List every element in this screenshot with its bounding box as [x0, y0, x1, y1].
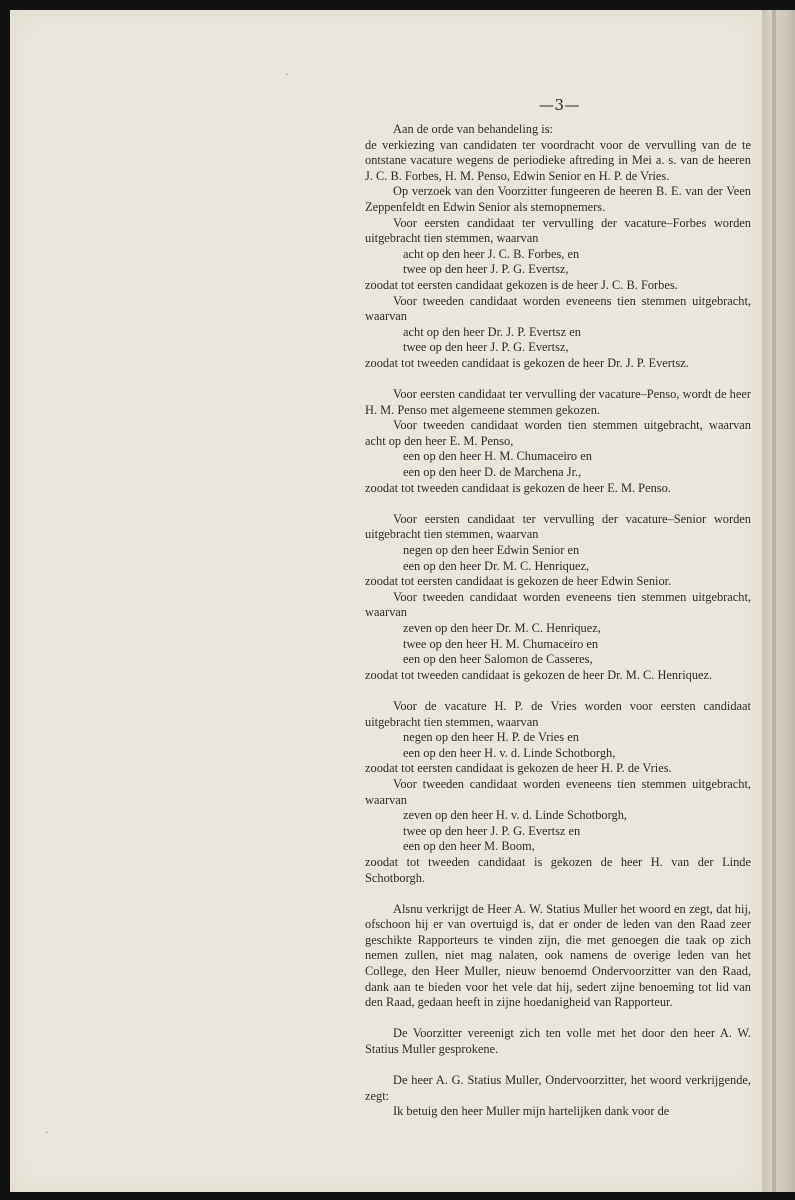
paragraph: negen op den heer H. P. de Vries en: [403, 730, 579, 745]
paragraph: acht op den heer Dr. J. P. Evertsz en: [403, 324, 581, 339]
paragraph: twee op den heer J. P. G. Evertsz,: [403, 262, 569, 277]
paragraph: Voor de vacature H. P. de Vries worden voor eersten candidaat uitgebracht tien stemmen, waarvan: [365, 698, 751, 729]
paragraph: Voor eersten candidaat ter vervulling der vacature–Senior worden uitgebracht tien stemmen, waarvan: [365, 511, 751, 542]
scan-speck: ·: [285, 70, 289, 81]
paragraph: zoodat tot tweeden candidaat is gekozen de heer E. M. Penso.: [365, 480, 671, 495]
paragraph: zeven op den heer Dr. M. C. Henriquez,: [403, 621, 601, 635]
paragraph: een op den heer Salomon de Casseres,: [403, 652, 593, 667]
paragraph: Voor eersten candidaat ter vervulling der vacature–Penso, wordt de heer H. M. Penso met algemeene stemmen gekozen.: [365, 387, 751, 417]
minutes-body-text: [365, 122, 751, 1120]
paragraph: twee op den heer J. P. G. Evertsz,: [403, 340, 569, 355]
scan-speck: ·: [45, 1128, 49, 1139]
paragraph: Voor tweeden candidaat worden eveneens tien stemmen uitgebracht, waarvan: [365, 589, 751, 620]
paragraph: de verkiezing van candidaten ter voordracht voor de vervulling van de te ontstane vacature wegens de periodieke aftreding in Mei a. s. van de heeren J. C. B. Forbes, H. M. Penso, Edwin Senior en H. P. de Vries.: [365, 137, 751, 183]
paragraph: zoodat tot tweeden candidaat is gekozen de heer Dr. M. C. Henriquez.: [365, 667, 713, 682]
page-number: —3—: [539, 96, 581, 114]
paragraph: een op den heer H. M. Chumaceiro en: [403, 449, 592, 464]
paragraph: zeven op den heer H. v. d. Linde Schotborgh,: [403, 808, 628, 823]
paragraph: negen op den heer Edwin Senior en: [403, 543, 580, 558]
paragraph: acht op den heer J. C. B. Forbes, en: [403, 246, 580, 261]
paragraph: zoodat tot eersten candidaat is gekozen de heer H. P. de Vries.: [365, 761, 672, 776]
paragraph: Alsnu verkrijgt de Heer A. W. Statius Muller het woord en zegt, dat hij, ofschoon hij er van overtuigd is, dat er onder de leden van den Raad zeer geschikte Rapporteurs te vinden zijn, die met genoegen die taak op zich nemen zullen, niet mag nalaten, ook namens de overige leden van het College, den Heer Muller, nieuw benoemd Ondervoorzitter van den Raad, dank aan te bieden voor het vele dat hij, sedert zijne benoeming tot lid van den Raad, gedaan heeft in zijne hoedanigheid van Rapporteur.: [365, 901, 751, 1010]
paragraph: Ik betuig den heer Muller mijn hartelijken dank voor de: [393, 1104, 670, 1119]
paragraph: De Voorzitter vereenigt zich ten volle met het door den heer A. W. Statius Muller gesprokene.: [365, 1026, 751, 1057]
paragraph: twee op den heer H. M. Chumaceiro en: [403, 636, 599, 651]
paragraph: zoodat tot tweeden candidaat is gekozen de heer Dr. J. P. Evertsz.: [365, 355, 689, 370]
paragraph: Op verzoek van den Voorzitter fungeeren de heeren B. E. van der Veen Zeppenfeldt en Edwin Senior als stemopnemers.: [365, 184, 751, 214]
paragraph: zoodat tot tweeden candidaat is gekozen de heer H. van der Linde Schotborgh.: [365, 854, 751, 885]
paragraph: Voor eersten candidaat ter vervulling der vacature–Forbes worden uitgebracht tien stemmen, waarvan: [365, 215, 751, 246]
paragraph: Voor tweeden candidaat worden eveneens tien stemmen uitgebracht, waarvan: [365, 293, 751, 324]
paragraph: twee op den heer J. P. G. Evertsz en: [403, 823, 581, 838]
paragraph: De heer A. G. Statius Muller, Ondervoorzitter, het woord verkrijgende, zegt:: [365, 1073, 751, 1103]
paragraph: Voor tweeden candidaat worden tien stemmen uitgebracht, waarvan acht op den heer E. M. Penso,: [365, 418, 751, 448]
paragraph: een op den heer H. v. d. Linde Schotborgh,: [403, 745, 616, 760]
paragraph: een op den heer M. Boom,: [403, 839, 535, 854]
paragraph: Voor tweeden candidaat worden eveneens tien stemmen uitgebracht, waarvan: [365, 776, 751, 807]
page-edge: [762, 10, 795, 1192]
paragraph: zoodat tot eersten candidaat gekozen is de heer J. C. B. Forbes.: [365, 277, 678, 292]
binding-stripe: [772, 10, 776, 1192]
paragraph: een op den heer D. de Marchena Jr.,: [403, 465, 582, 480]
paragraph: zoodat tot eersten candidaat is gekozen de heer Edwin Senior.: [365, 574, 672, 589]
paragraph: Aan de orde van behandeling is:: [393, 122, 553, 136]
paragraph: een op den heer Dr. M. C. Henriquez,: [403, 558, 590, 573]
